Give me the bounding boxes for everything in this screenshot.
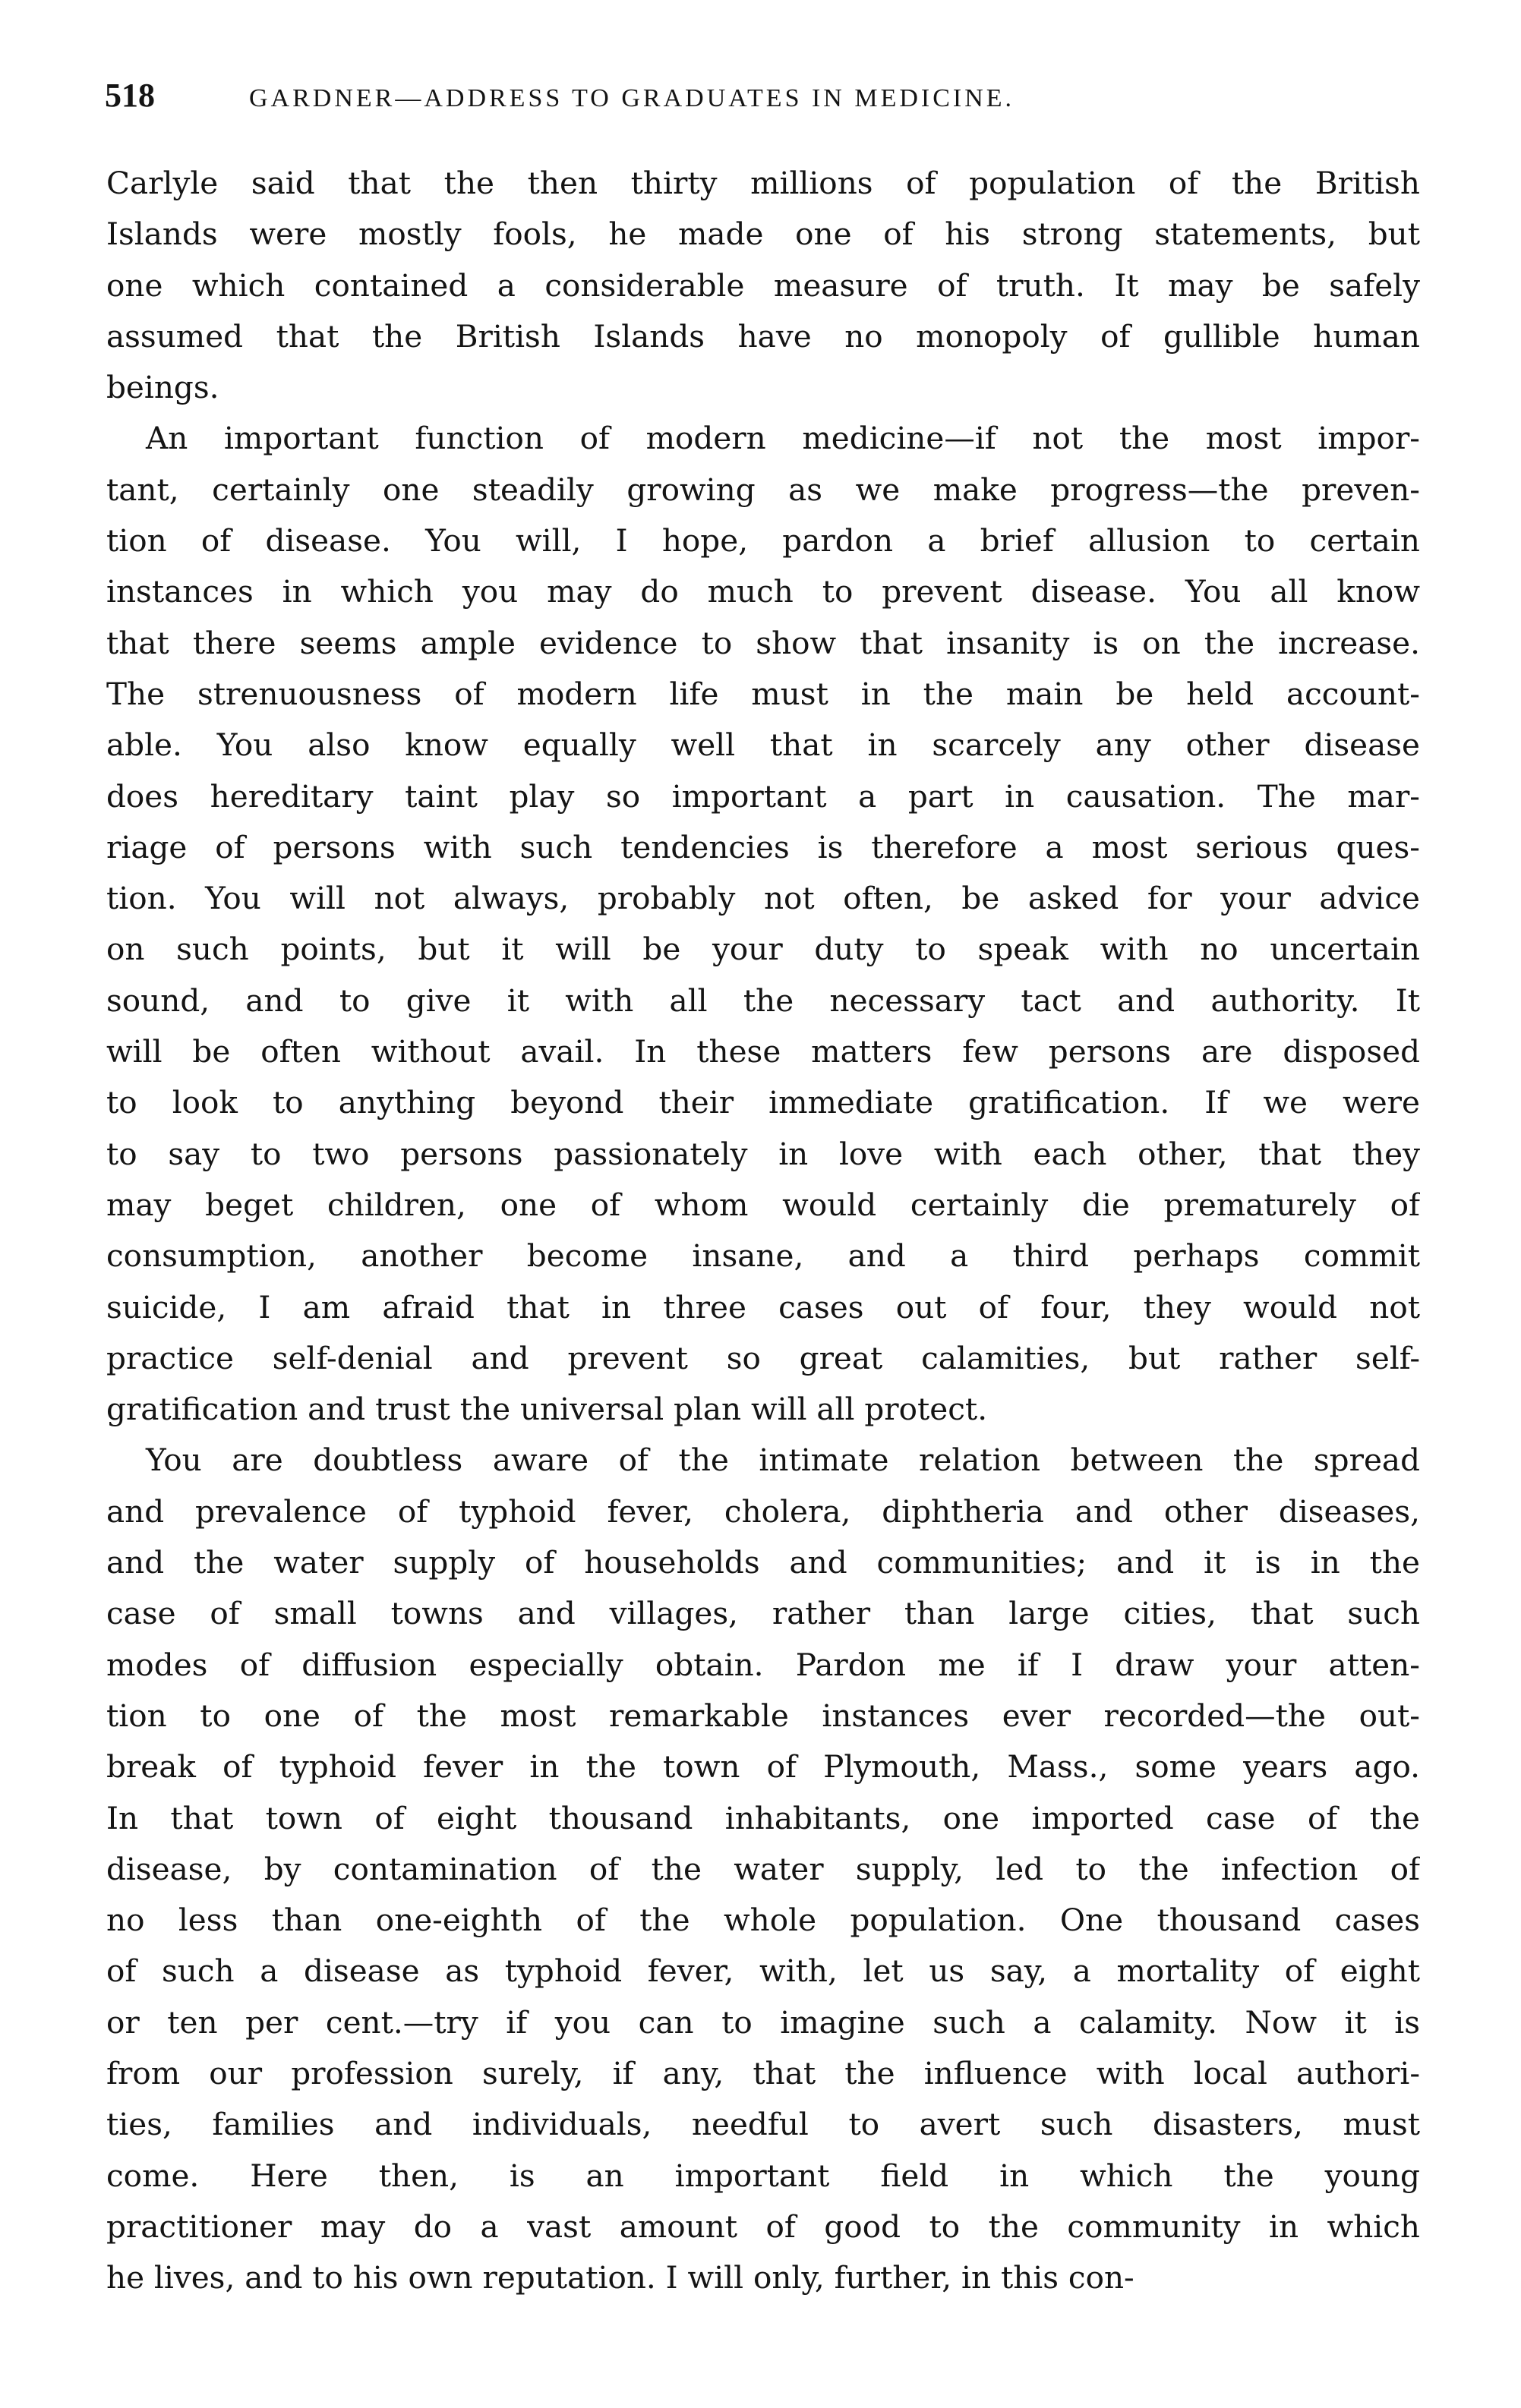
text-line: modes of diffusion especially obtain. Pardon me if I draw your atten- — [106, 1646, 1420, 1683]
text-line: instances in which you may do much to prevent disease. You all know — [106, 573, 1420, 610]
text-line: to say to two persons passionately in love with each other, that they — [106, 1135, 1420, 1172]
text-line: on such points, but it will be your duty to speak with no uncertain — [106, 931, 1420, 968]
text-line: assumed that the British Islands have no monopoly of gullible human — [106, 317, 1420, 355]
text-line: You are doubtless aware of the intimate relation between the spread — [146, 1442, 1420, 1479]
running-head: GARDNER—ADDRESS TO GRADUATES IN MEDICINE. — [249, 84, 1015, 112]
text-line: tion. You will not always, probably not often, be asked for your advice — [106, 880, 1420, 917]
text-line: The strenuousness of modern life must in the main be held account- — [106, 675, 1420, 712]
text-line: suicide, I am afraid that in three cases out of four, they would not — [106, 1288, 1420, 1325]
text-line: of such a disease as typhoid fever, with, let us say, a mortality of eight — [106, 1953, 1420, 1990]
text-line: Islands were mostly fools, he made one of his strong statements, but — [106, 216, 1420, 253]
paragraph — [106, 158, 1420, 413]
text-line: gratification and trust the universal plan will all protect. — [106, 1391, 988, 1428]
text-line: break of typhoid fever in the town of Plymouth, Mass., some years ago. — [106, 1748, 1420, 1786]
text-line: consumption, another become insane, and a third perhaps commit — [106, 1237, 1420, 1275]
page-number: 518 — [105, 77, 155, 114]
text-line: Carlyle said that the then thirty millions of population of the British — [106, 165, 1420, 201]
text-line: tant, certainly one steadily growing as we make progress—the preven- — [106, 471, 1420, 508]
text-line: one which contained a considerable measure of truth. It may be safely — [106, 266, 1420, 304]
text-line: or ten per cent.—try if you can to imagine such a calamity. Now it is — [106, 2003, 1420, 2041]
text-line: may beget children, one of whom would certainly die prematurely of — [106, 1186, 1420, 1223]
text-line: to look to anything beyond their immediate gratification. If we were — [106, 1084, 1420, 1121]
paragraph — [106, 413, 1420, 1435]
text-line: tion to one of the most remarkable instances ever recorded—the out- — [106, 1697, 1420, 1734]
text-line: come. Here then, is an important field in which the young — [106, 2157, 1420, 2194]
text-line: and the water supply of households and communities; and it is in the — [106, 1544, 1420, 1581]
text-line: practitioner may do a vast amount of good to the community in which — [106, 2208, 1420, 2245]
text-line: that there seems ample evidence to show that insanity is on the increase. — [106, 624, 1420, 661]
text-line: riage of persons with such tendencies is therefore a most serious ques- — [106, 828, 1420, 865]
text-line: from our profession surely, if any, that the influence with local authori- — [106, 2054, 1420, 2091]
text-line: An important function of modern medicine—if not the most impor- — [146, 420, 1420, 457]
text-line: he lives, and to his own reputation. I will only, further, in this con- — [106, 2259, 1134, 2296]
text-line: practice self-denial and prevent so great calamities, but rather self- — [106, 1339, 1420, 1376]
text-line: does hereditary taint play so important a part in causation. The mar- — [106, 777, 1420, 815]
page-header — [105, 76, 1411, 121]
text-line: able. You also know equally well that in scarcely any other disease — [106, 726, 1420, 764]
text-line: In that town of eight thousand inhabitants, one imported case of the — [106, 1799, 1420, 1836]
text-line: ties, families and individuals, needful to avert such disasters, must — [106, 2106, 1420, 2143]
text-line: sound, and to give it with all the necessary tact and authority. It — [106, 982, 1420, 1019]
text-line: case of small towns and villages, rather than large cities, that such — [106, 1595, 1420, 1632]
text-line: and prevalence of typhoid fever, cholera, diphtheria and other diseases, — [106, 1492, 1420, 1530]
text-line: will be often without avail. In these matters few persons are disposed — [106, 1033, 1420, 1070]
body-text — [106, 158, 1420, 2303]
text-line: no less than one-eighth of the whole population. One thousand cases — [106, 1902, 1420, 1939]
paragraph — [106, 1435, 1420, 2303]
text-line: beings. — [106, 369, 219, 406]
text-line: disease, by contamination of the water supply, led to the infection of — [106, 1850, 1420, 1887]
text-line: tion of disease. You will, I hope, pardon a brief allusion to certain — [106, 522, 1420, 559]
